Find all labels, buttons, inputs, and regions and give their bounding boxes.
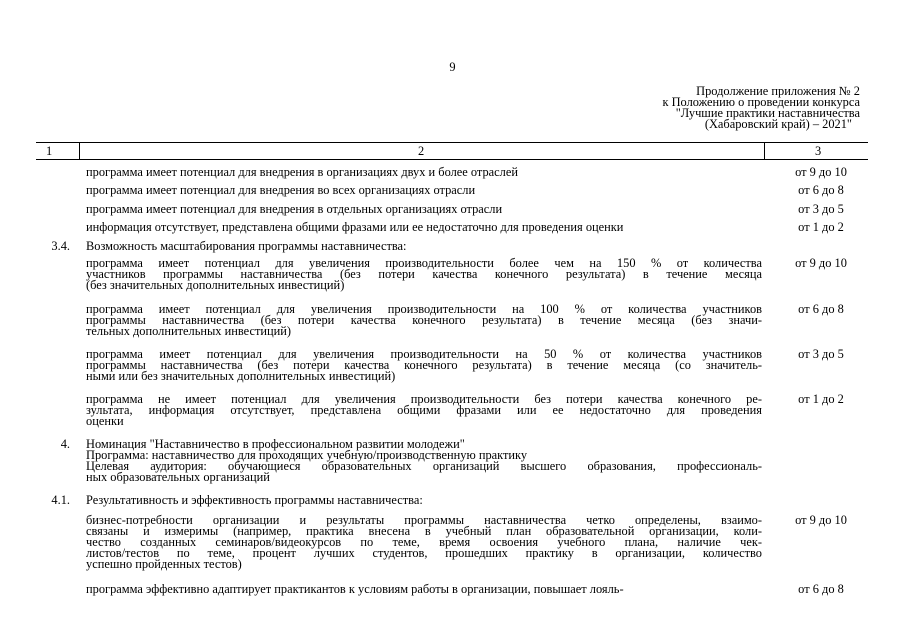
description-line: программа эффективно адаптирует практикантов к условиям работы в организации, повышает лояль-: [86, 582, 624, 596]
row-score: от 1 до 2: [798, 220, 844, 234]
header-divider: [79, 143, 80, 159]
description-line: ными или без значительных дополнительных инвестиций): [86, 369, 396, 383]
description-line: тельных дополнительных инвестиций): [86, 324, 292, 338]
description-line: успешно пройденных тестов): [86, 557, 242, 571]
row-number: 3.4.: [51, 239, 70, 253]
description-line: программа имеет потенциал для увеличения производительности на 50 % от количества участников: [86, 347, 762, 361]
description-line: Программа: наставничество для проходящих учебную/производственную практику: [86, 448, 528, 462]
description-line: оценки: [86, 414, 124, 428]
description-line: листов/тестов по теме, процент лучших студентов, прошедших практику в организации, количество: [86, 546, 762, 560]
row-score: от 1 до 2: [798, 392, 844, 406]
description-line: программа имеет потенциал для внедрения в отдельных организациях отрасли: [86, 202, 503, 216]
appendix-line-2: к Положению о проведении конкурса: [662, 95, 860, 109]
header-divider: [764, 143, 765, 159]
row-description: [86, 258, 762, 291]
description-line: программа имеет потенциал для внедрения в организациях двух и более отраслей: [86, 165, 518, 179]
description-line: программа имеет потенциал для увеличения производительности более чем на 150 % от количества: [86, 256, 762, 270]
criteria-table: [36, 142, 868, 596]
description-line: участников программы наставничества (без потери качества конечного результата) в течение месяца: [86, 267, 762, 281]
row-number: 4.: [60, 437, 70, 451]
description-line: программы наставничества (без потери качества конечного результата) в течение месяца (со значитель-: [86, 358, 762, 372]
row-score: от 9 до 10: [795, 256, 847, 270]
description-line: зультата, информация отсутствует, представлена общими фразами или ее недостаточно для проведения: [86, 403, 762, 417]
header-col-1: 1: [46, 144, 53, 158]
description-line: (без значительных дополнительных инвестиций): [86, 278, 345, 292]
row-score: от 9 до 10: [795, 165, 847, 179]
page-number: 9: [449, 60, 456, 74]
row-number: 4.1.: [51, 493, 70, 507]
description-line: ных образовательных организаций: [86, 470, 270, 484]
row-description: [86, 515, 762, 570]
header-col-2: 2: [418, 144, 425, 158]
description-line: бизнес-потребности организации и результаты программы наставничества четко определены, взаимо-: [86, 513, 762, 527]
row-description: [86, 304, 762, 337]
table-header: [36, 142, 868, 160]
row-description: [86, 349, 762, 382]
row-description: [86, 495, 762, 506]
row-description: [86, 241, 762, 252]
description-line: программа имеет потенциал для увеличения производительности на 100 % от количества участников: [86, 302, 762, 316]
appendix-heading: [662, 86, 860, 130]
description-line: информация отсутствует, представлена общими фразами или ее недостаточно для проведения оценки: [86, 220, 624, 234]
row-description: [86, 222, 762, 233]
description-line: программа не имеет потенциал для увеличения производительности без потери качества конечного ре-: [86, 392, 762, 406]
description-line: Возможность масштабирования программы наставничества:: [86, 239, 407, 253]
row-description: [86, 394, 762, 427]
row-score: от 6 до 8: [798, 582, 844, 596]
description-line: связаны и измеримы (например, практика внесена в учебный план образовательной организации, коли-: [86, 524, 762, 538]
description-line: Результативность и эффективность программы наставничества:: [86, 493, 423, 507]
description-line: чество созданных семинаров/видеокурсов по теме, время освоения учебного плана, наличие чек-: [86, 535, 762, 549]
appendix-line-4: (Хабаровский край) – 2021": [704, 117, 852, 131]
description-line: программы наставничества (без потери качества конечного результата) в течение месяца (без значи-: [86, 313, 762, 327]
row-score: от 6 до 8: [798, 183, 844, 197]
row-description: [86, 584, 762, 595]
row-description: [86, 439, 762, 483]
description-line: программа имеет потенциал для внедрения во всех организациях отрасли: [86, 183, 476, 197]
appendix-line-3: "Лучшие практики наставничества: [675, 106, 860, 120]
row-description: [86, 167, 762, 178]
row-description: [86, 185, 762, 196]
row-description: [86, 204, 762, 215]
row-score: от 6 до 8: [798, 302, 844, 316]
row-score: от 9 до 10: [795, 513, 847, 527]
description-line: Целевая аудитория: обучающиеся образовательных организаций высшего образования, профессиональ-: [86, 459, 762, 473]
appendix-line-1: Продолжение приложения № 2: [696, 84, 860, 98]
row-score: от 3 до 5: [798, 202, 844, 216]
header-col-3: 3: [815, 144, 822, 158]
description-line: Номинация "Наставничество в профессиональном развитии молодежи": [86, 437, 465, 451]
row-score: от 3 до 5: [798, 347, 844, 361]
